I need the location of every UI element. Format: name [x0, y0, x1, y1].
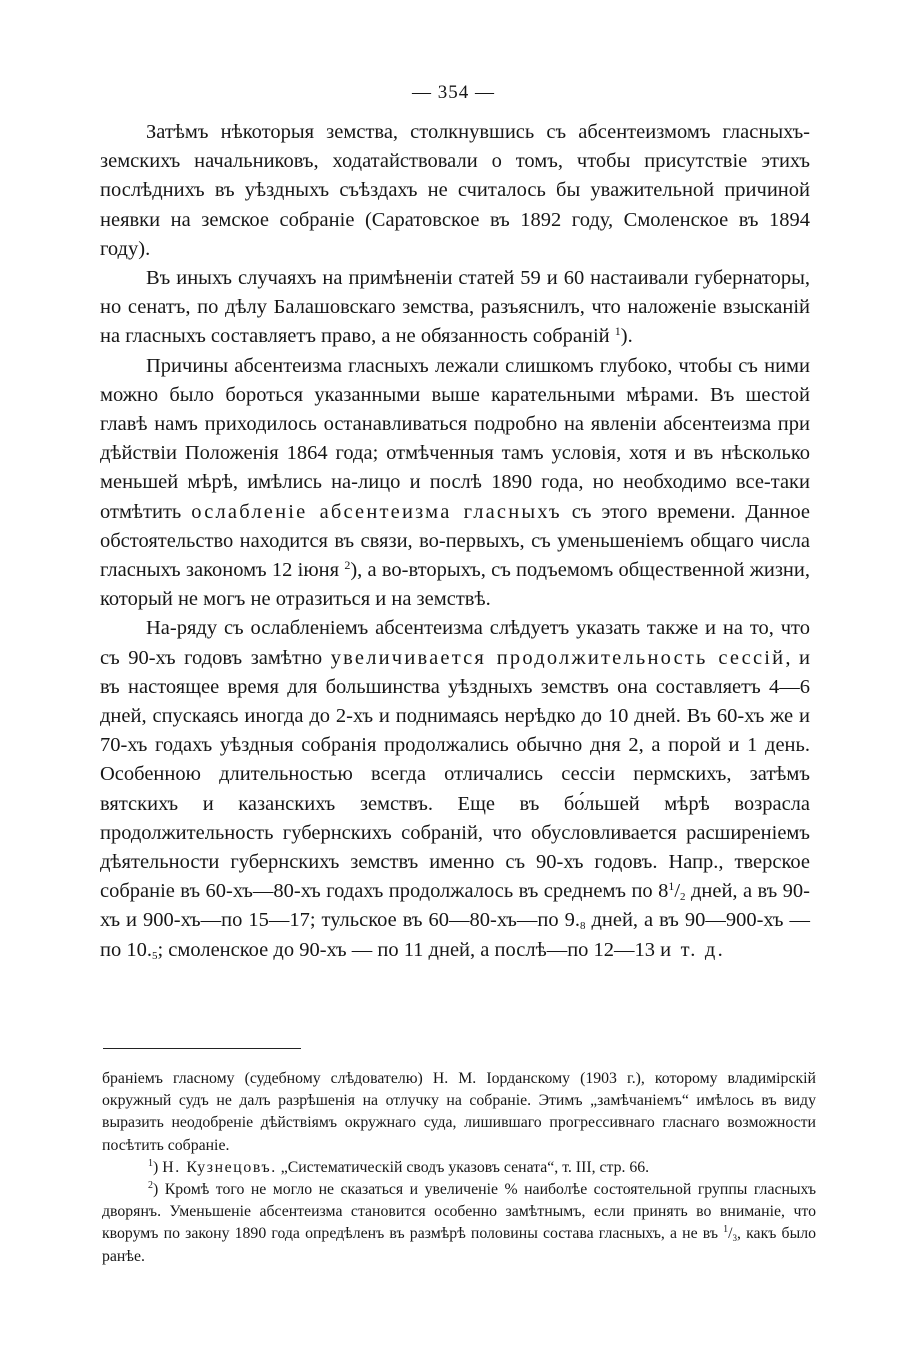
- paragraph-1: [100, 118, 810, 264]
- fraction-numerator: 1: [668, 879, 675, 894]
- fraction-denominator: 3: [732, 1233, 738, 1244]
- paragraph-2: Въ иныхъ случаяхъ на примѣненіи статей 59 и 60 настаивали губернаторы, но сенатъ, по дѣлу Балашовскаго земства, разъяснилъ, что наложеніе взысканій на гласныхъ составляетъ право, а не обязанность собраній $^1$).: [100, 267, 810, 348]
- footnote-ref-1[interactable]: 1: [614, 324, 621, 339]
- footnote-divider: [103, 1048, 301, 1049]
- footnote-mark-1: 1: [148, 1157, 153, 1169]
- paragraph-1-text: Затѣмъ нѣкоторыя земства, столкнувшись съ абсентеизмомъ гласныхъ-земскихъ начальниковъ, ходатайствовали о томъ, чтобы присутствіе этихъ послѣднихъ въ уѣздныхъ съѣздахъ не считалось бы уважительной причиной неявки на земское собраніе (Саратовское въ 1892 году, Смоленское въ 1894 году).: [100, 121, 810, 260]
- footnote-mark-2: 2: [148, 1180, 153, 1192]
- spaced-emphasis: ослабленіе абсентеизма гласныхъ: [191, 500, 562, 523]
- footnote-2: $^2$) Кромѣ того не могло не сказаться и увеличеніе % наиболѣе состоятельной группы гласныхъ дворянъ. Уменьшеніе абсентеизма становится особенно замѣтнымъ, если принять во вниманіе, что кворумъ по закону 1890 года опредѣленъ въ размѣрѣ половины состава гласныхъ, а не въ $^1/_3$, какъ было ранѣе.: [102, 1180, 816, 1265]
- percent-sign: %: [504, 1181, 518, 1199]
- spaced-emphasis: увеличивается продолжительность сессій: [330, 646, 786, 669]
- page-number: — 354 —: [412, 82, 495, 103]
- footnote-carryover: браніемъ гласному (судебному слѣдователю) Н. М. Іорданскому (1903 г.), которому владимірскій окружный судъ не далъ разрѣшенія на отлучку на собраніе. Этимъ „замѣчаніемъ“ имѣлось въ виду выразить неодобреніе дѣйствіямъ окружнаго суда, лишившаго прогрессивнаго гласнаго возможности посѣтить собраніе.: [102, 1070, 816, 1154]
- decimal-digit: 8: [579, 920, 586, 933]
- body-text: [100, 118, 810, 965]
- fraction-numerator: 1: [723, 1224, 729, 1236]
- fraction-denominator: 2: [680, 891, 686, 904]
- spaced-emphasis: и т. д.: [660, 938, 725, 961]
- decimal-digit: 5: [151, 949, 158, 962]
- footnotes: [102, 1068, 816, 1268]
- footnote-1: $^1$) Н. Кузнецовъ. „Систематическій сводъ указовъ сената“, т. III, стр. 66.: [148, 1157, 650, 1176]
- footnote-author: Н. Кузнецовъ.: [162, 1158, 277, 1176]
- paragraph-4: На-ряду съ ослабленіемъ абсентеизма слѣдуетъ указать также и на то, что съ 90-хъ годовъ замѣтно увеличивается продолжительность сессій, и въ настоящее время для большинства уѣздныхъ земствъ она составляетъ 4—6 дней, спускаясь иногда до 2-хъ и поднимаясь нерѣдко до 10 дней. Въ 60-хъ же и 70-хъ годахъ уѣздныя собранія продолжались обычно дня 2, а порой и 1 день. Особенною длительностью всегда отличались сессіи пермскихъ, затѣмъ вятскихъ и казанскихъ земствъ. Еще въ бо́льшей мѣрѣ возрасла продолжительность губернскихъ собраній, что обусловливается расширеніемъ дѣятельности губернскихъ земствъ именно съ 90-хъ годовъ. Напр., тверское собраніе въ 60-хъ—80-хъ годахъ продолжалось въ среднемъ по $8^1/_2$ дней, а въ 90-хъ и 900-хъ—по 15—17; тульское въ 60—80-хъ—по $9._8$ дней, а въ 90—900-хъ — по $10._5$; смоленское до 90-хъ — по 11 дней, а послѣ—по 12—13 и т. д.: [100, 617, 810, 962]
- footnote-ref-2[interactable]: 2: [344, 558, 351, 573]
- paragraph-3: Причины абсентеизма гласныхъ лежали слишкомъ глубоко, чтобы съ ними можно было бороться указанными выше карательными мѣрами. Въ шестой главѣ намъ приходилось останавливаться подробно на явленіи абсентеизма при дѣйствіи Положенія 1864 года; отмѣченныя тамъ условія, хотя и въ нѣсколько меньшей мѣрѣ, имѣлись на-лицо и послѣ 1890 года, но необходимо все-таки отмѣтить ослабленіе абсентеизма гласныхъ съ этого времени. Данное обстоятельство находится въ связи, во-первыхъ, съ уменьшеніемъ общаго числа гласныхъ закономъ 12 іюня $^2$), а во-вторыхъ, съ подъемомъ общественной жизни, который не могъ не отразиться и на земствѣ.: [100, 354, 811, 611]
